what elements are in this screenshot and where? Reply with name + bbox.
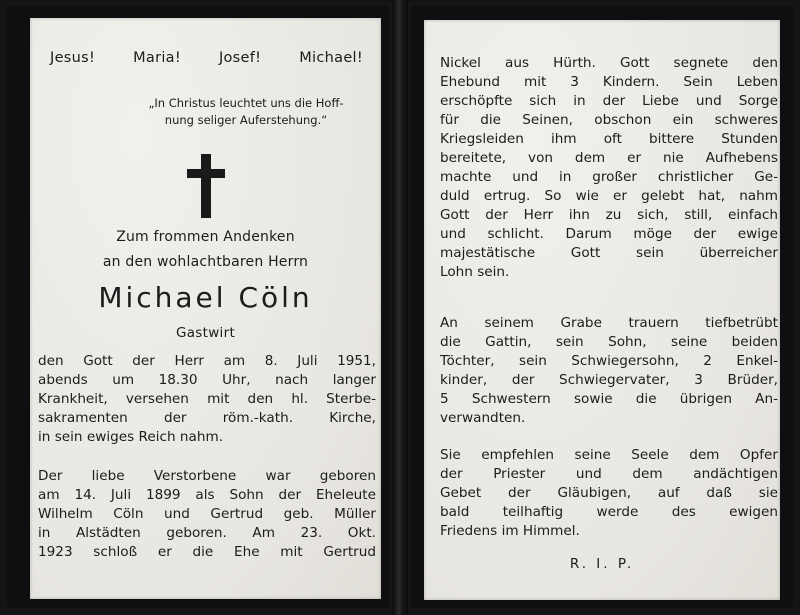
text-line: Töchter, sein Schwiegersohn, 2 Enkel- bbox=[440, 353, 778, 369]
text-line: 5 Schwestern sowie die übrigen An- bbox=[440, 391, 778, 407]
mourners-paragraph bbox=[440, 314, 778, 428]
latin-cross-icon bbox=[187, 154, 225, 218]
text-line: die Gattin, sein Sohn, seine beiden bbox=[440, 334, 778, 350]
text-line: Nickel aus Hürth. Gott segnete den bbox=[440, 55, 778, 71]
text-line: in Alstädten geboren. Am 23. Okt. bbox=[38, 525, 376, 541]
invocation-maria: Maria! bbox=[133, 50, 181, 66]
quote-line-2: nung seliger Auferstehung.“ bbox=[164, 113, 328, 127]
text-line: der Priester und dem andächtigen bbox=[440, 466, 778, 482]
text-line: am 14. Juli 1899 als Sohn der Eheleute bbox=[38, 487, 376, 503]
text-line: Friedens im Himmel. bbox=[440, 523, 580, 539]
text-line: 1923 schloß er die Ehe mit Gertrud bbox=[38, 544, 376, 560]
scripture-quote bbox=[126, 95, 366, 129]
text-line: bereitete, von dem er nie Aufhebens bbox=[440, 150, 778, 166]
deceased-name: Michael Cöln bbox=[98, 281, 313, 314]
text-line: Krankheit, versehen mit den hl. Sterbe- bbox=[38, 391, 376, 407]
occupation: Gastwirt bbox=[175, 325, 236, 341]
text-line: Sie empfehlen seine Seele dem Opfer bbox=[440, 447, 778, 463]
memorial-line-2: an den wohlachtbaren Herrn bbox=[102, 254, 309, 270]
text-line: Lohn sein. bbox=[440, 264, 510, 280]
text-line: Der liebe Verstorbene war geboren bbox=[38, 468, 376, 484]
prayer-paragraph bbox=[440, 446, 778, 541]
rip-closing: R. I. P. bbox=[569, 556, 635, 572]
memorial-line-1: Zum frommen Andenken bbox=[116, 229, 295, 245]
text-line: Kriegsleiden ihm oft bittere Stunden bbox=[440, 131, 778, 147]
text-line: verwandten. bbox=[440, 410, 526, 426]
right-page bbox=[408, 4, 796, 610]
text-line: abends um 18.30 Uhr, nach langer bbox=[38, 372, 376, 388]
text-line: Ehebund mit 3 Kindern. Sein Leben bbox=[440, 74, 778, 90]
invocation-josef: Josef! bbox=[218, 50, 262, 66]
text-line: duld ertrug. So wie er gelebt hat, nahm bbox=[440, 188, 778, 204]
card-fold bbox=[392, 0, 408, 615]
text-line: kinder, der Schwiegervater, 3 Brüder, bbox=[440, 372, 778, 388]
text-line: An seinem Grabe trauern tiefbetrübt bbox=[440, 315, 778, 331]
text-line: majestätische Gott sein überreicher bbox=[440, 245, 778, 261]
text-line: den Gott der Herr am 8. Juli 1951, bbox=[38, 353, 376, 369]
text-line: erschöpfte sich in der Liebe und Sorge bbox=[440, 93, 778, 109]
text-line: bald teilhaftig werde des ewigen bbox=[440, 504, 778, 520]
left-page bbox=[4, 4, 392, 610]
left-card bbox=[30, 18, 381, 599]
text-line: Gott der Herr ihn zu sich, still, einfach bbox=[440, 207, 778, 223]
text-line: sakramenten der röm.-kath. Kirche, bbox=[38, 410, 376, 426]
invocation-jesus: Jesus! bbox=[50, 50, 96, 66]
death-paragraph bbox=[38, 352, 376, 447]
text-line: und schlicht. Darum möge der ewige bbox=[440, 226, 778, 242]
text-line: in sein ewiges Reich nahm. bbox=[38, 429, 224, 445]
right-card bbox=[424, 20, 780, 600]
invocation-line bbox=[30, 50, 381, 66]
text-line: Gebet der Gläubigen, auf daß sie bbox=[440, 485, 778, 501]
quote-line-1: „In Christus leuchtet uns die Hoff- bbox=[148, 96, 344, 110]
life-paragraph bbox=[440, 54, 778, 282]
invocation-michael: Michael! bbox=[299, 50, 363, 66]
text-line: Wilhelm Cöln und Gertrud geb. Müller bbox=[38, 506, 376, 522]
birth-paragraph bbox=[38, 467, 376, 562]
text-line: für die Seinen, obschon ein schweres bbox=[440, 112, 778, 128]
text-line: machte und in großer christlicher Ge- bbox=[440, 169, 778, 185]
